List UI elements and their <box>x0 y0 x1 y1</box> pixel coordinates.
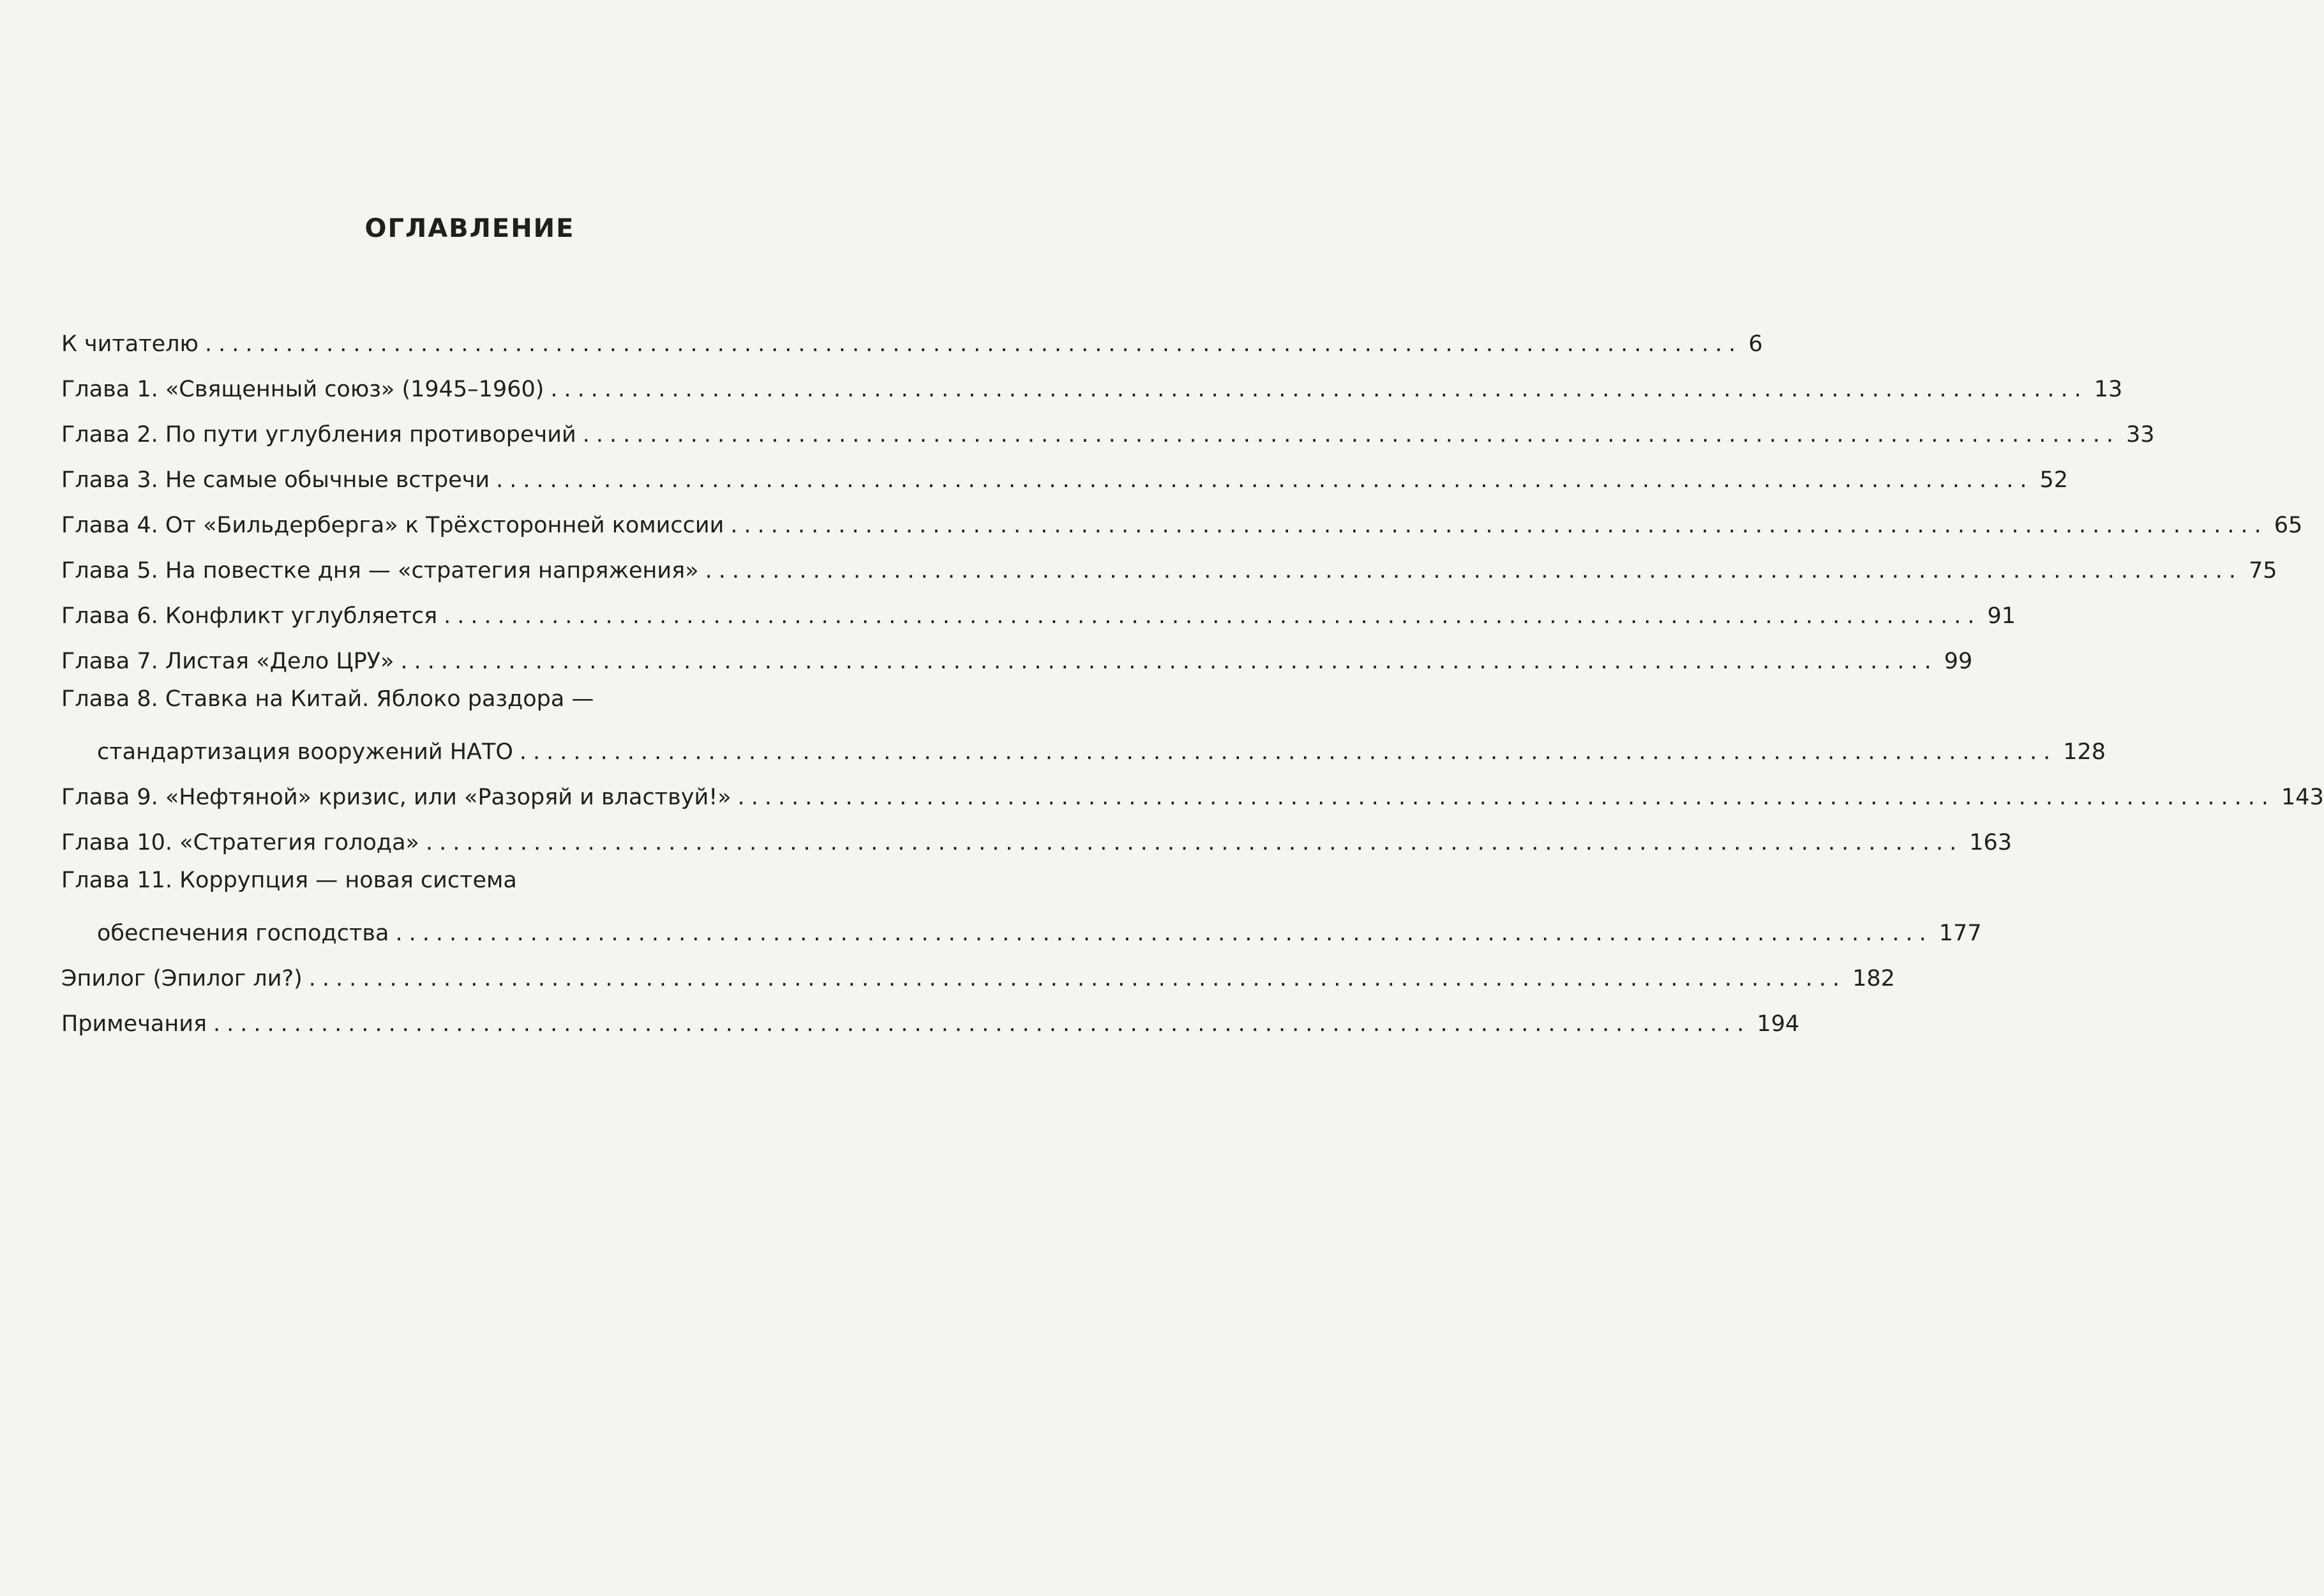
toc-page-number: 33 <box>2126 422 2155 448</box>
toc-entry-title: Глава 1. «Священный союз» (1945–1960) <box>61 377 544 402</box>
dot-leader: .................................................................................................................. <box>550 377 2088 402</box>
toc-entry-title: Глава 3. Не самые обычные встречи <box>61 467 490 493</box>
toc-entry-title: Примечания <box>61 1011 207 1037</box>
dot-leader: .................................................................................................................. <box>308 966 1847 991</box>
toc-entry <box>61 957 1895 993</box>
toc-entry <box>61 413 2155 449</box>
dot-leader: .................................................................................................................. <box>519 739 2057 765</box>
dot-leader: .................................................................................................................. <box>496 467 2034 493</box>
toc-entry <box>61 549 2277 585</box>
toc-entry-title: Глава 9. «Нефтяной» кризис, или «Разоряй и властвуй!» <box>61 785 731 810</box>
dot-leader: .................................................................................................................. <box>705 558 2242 583</box>
dot-leader: .................................................................................................................. <box>737 785 2275 810</box>
toc-entry-title: Глава 2. По пути углубления противоречий <box>61 422 576 448</box>
toc-page-number: 128 <box>2063 739 2106 765</box>
toc-entry <box>61 640 1973 675</box>
dot-leader: .................................................................................................................. <box>395 921 1933 946</box>
toc-page-number: 52 <box>2039 467 2069 493</box>
toc-entry <box>61 322 1763 358</box>
toc-page-number: 194 <box>1757 1011 1800 1037</box>
toc-entry-title-continuation: стандартизация вооружений НАТО <box>97 739 513 765</box>
toc-entry-title: Эпилог (Эпилог ли?) <box>61 966 303 991</box>
dot-leader: .................................................................................................................. <box>400 649 1938 674</box>
toc-page-number: 75 <box>2248 558 2277 583</box>
toc-entry-title: Глава 7. Листая «Дело ЦРУ» <box>61 649 394 674</box>
page-title: ОГЛАВЛЕНИЕ <box>364 214 575 243</box>
toc-entry <box>61 504 2303 539</box>
toc-page-number: 65 <box>2274 513 2303 538</box>
toc-page-number: 163 <box>1969 830 2013 855</box>
toc-page-number: 13 <box>2094 377 2123 402</box>
toc-entry-title: К читателю <box>61 331 199 357</box>
toc-entry <box>61 594 2016 630</box>
toc-entry-continuation <box>61 730 2106 766</box>
dot-leader: .................................................................................................................. <box>425 830 1963 855</box>
dot-leader: .................................................................................................................. <box>213 1011 1751 1037</box>
toc-entry-continuation <box>61 912 1982 947</box>
toc-entry-title-continuation: обеспечения господства <box>97 921 389 946</box>
toc-page-number: 99 <box>1944 649 1973 674</box>
toc-page-number: 91 <box>1987 603 2016 629</box>
dot-leader: .................................................................................................................. <box>582 422 2120 448</box>
toc-entry-title: Глава 11. Коррупция — новая система <box>61 868 517 893</box>
toc-entry <box>61 368 2123 403</box>
toc-page-number: 143 <box>2281 785 2324 810</box>
dot-leader: .................................................................................................................. <box>444 603 1981 629</box>
toc-entry-title: Глава 5. На повестке дня — «стратегия напряжения» <box>61 558 699 583</box>
toc-entry-title: Глава 4. От «Бильдерберга» к Трёхсторонней комиссии <box>61 513 724 538</box>
toc-page-number: 6 <box>1748 331 1763 357</box>
toc-entry <box>61 866 878 902</box>
toc-entry <box>61 821 2013 857</box>
toc-entry <box>61 776 2324 811</box>
dot-leader: .................................................................................................................. <box>730 513 2268 538</box>
toc-entry-title: Глава 8. Ставка на Китай. Яблоко раздора — <box>61 686 594 712</box>
dot-leader: .................................................................................................................. <box>205 331 1743 357</box>
toc-entry-title: Глава 10. «Стратегия голода» <box>61 830 419 855</box>
toc-entry <box>61 458 2069 494</box>
toc-page-number: 182 <box>1852 966 1895 991</box>
toc-entry <box>61 685 878 721</box>
toc-page-number: 177 <box>1938 921 1982 946</box>
toc-entry-title: Глава 6. Конфликт углубляется <box>61 603 438 629</box>
toc-entry <box>61 1002 1800 1038</box>
